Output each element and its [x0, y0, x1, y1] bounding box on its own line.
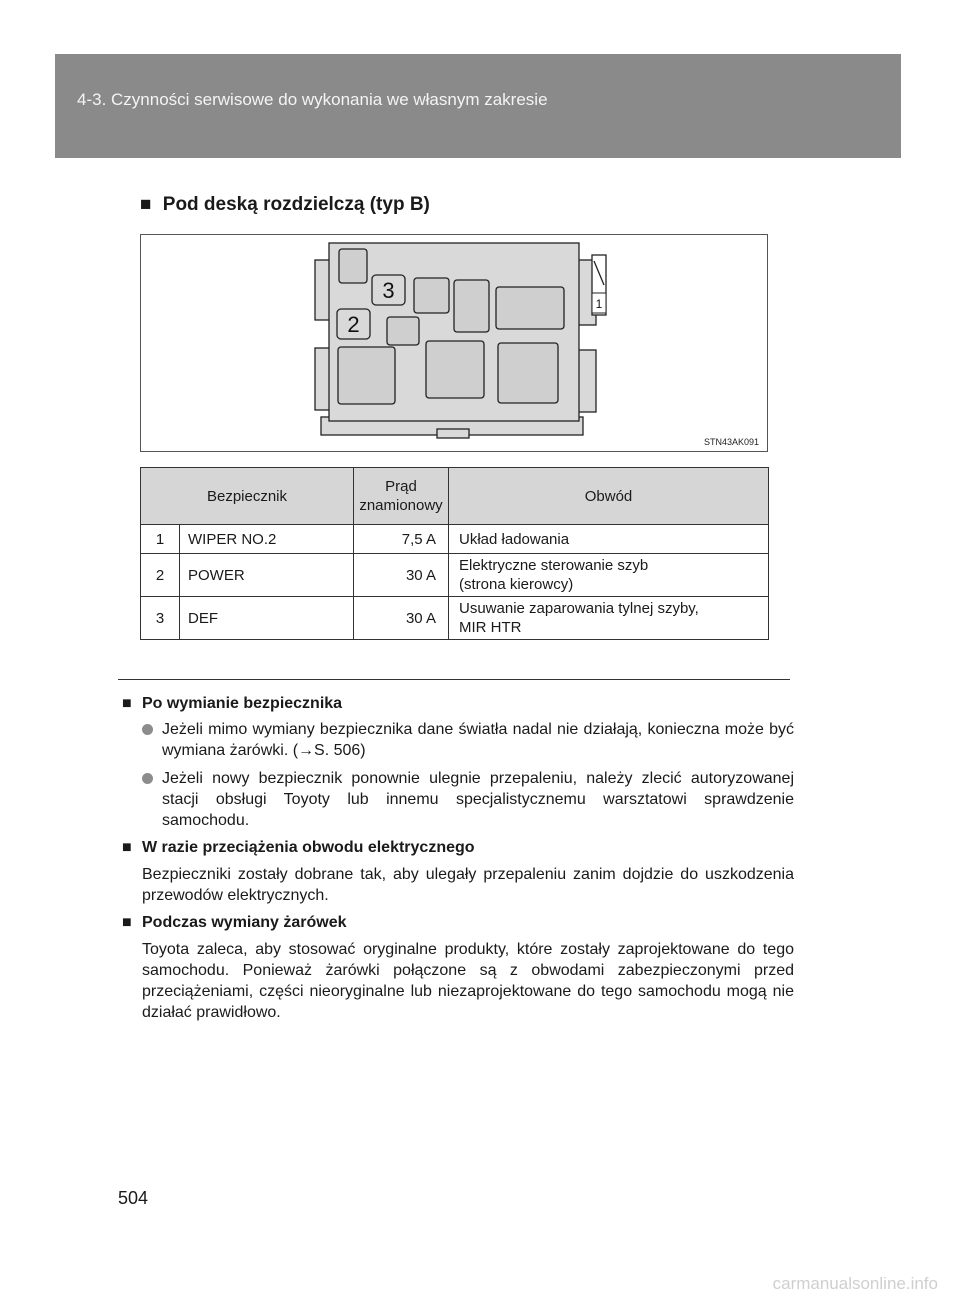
section-marker: ■	[140, 194, 152, 215]
relay	[454, 280, 489, 332]
note-heading-bulbs	[122, 912, 794, 933]
section-title	[140, 194, 430, 216]
fuse-name: WIPER NO.2	[180, 525, 354, 554]
fuse-name: DEF	[180, 597, 354, 640]
arrow-icon: →	[298, 742, 315, 759]
col-header-rating	[354, 468, 449, 525]
table-row	[141, 597, 769, 640]
col-header-rating-line2: znamionowy	[359, 497, 443, 514]
fuse-circuit-line2: (strona kierowcy)	[459, 576, 574, 593]
fuse-circuit	[449, 554, 769, 597]
note-marker: ■	[122, 914, 132, 931]
note-marker: ■	[122, 839, 132, 856]
header-bar	[55, 54, 901, 158]
fuse-box-diagram	[141, 235, 767, 451]
bullet-text: Jeżeli mimo wymiany bezpiecznika dane światła nadal nie działają, konieczna może być wymiana żarówki. (	[162, 721, 794, 759]
fuse-circuit	[449, 525, 769, 554]
svg-text:2: 2	[347, 312, 360, 337]
fuse-box-figure	[140, 234, 768, 452]
watermark: carmanualsonline.info	[772, 1274, 938, 1293]
svg-text:3: 3	[382, 278, 395, 303]
page-number: 504	[118, 1188, 149, 1208]
right-lower-tab	[578, 350, 596, 412]
relay	[338, 347, 395, 404]
bullet-text-end: )	[360, 742, 366, 759]
note-text: Bezpieczniki zostały dobrane tak, aby ulegały przepaleniu zanim dojdzie do uszkodzenia przewodów elektrycznych.	[142, 866, 794, 904]
fuse-rating: 30 A	[354, 597, 449, 640]
relay	[426, 341, 484, 398]
svg-text:1: 1	[595, 297, 603, 311]
fuse-circuit	[449, 597, 769, 640]
fuse-name: POWER	[180, 554, 354, 597]
fuse-slot	[414, 278, 449, 313]
note-text: Toyota zaleca, aby stosować oryginalne produkty, które zostały zaprojektowane do tego samochodu. Ponieważ żarówki połączone są z obwodami zabezpieczonymi przed przeciążeniami, części nieoryginalne lub niezaprojektowane do tego samochodu mogą nie działać prawidłowo.	[142, 941, 794, 1021]
fuse-table	[140, 467, 769, 640]
fuse-number: 3	[141, 597, 180, 640]
fuse-number: 2	[141, 554, 180, 597]
col-header-fuse: Bezpiecznik	[141, 468, 354, 525]
relay	[498, 343, 558, 403]
note-marker: ■	[122, 695, 132, 712]
table-row	[141, 554, 769, 597]
fuse-circuit-line2: MIR HTR	[459, 619, 522, 636]
table-row	[141, 525, 769, 554]
section-divider	[118, 679, 790, 680]
callout-2	[337, 309, 370, 339]
note-bullet	[122, 768, 794, 831]
fuse-rating: 30 A	[354, 554, 449, 597]
relay	[496, 287, 564, 329]
bullet-dot-icon	[142, 724, 153, 735]
header-title: 4-3. Czynności serwisowe do wykonania we własnym zakresie	[77, 90, 548, 109]
note-bullet	[122, 719, 794, 761]
callout-1	[592, 293, 606, 313]
base-clip	[437, 429, 469, 438]
section-title-text: Pod deską rozdzielczą (typ B)	[162, 194, 430, 215]
col-header-rating-line1: Prąd	[385, 478, 417, 495]
note-title: Po wymianie bezpiecznika	[142, 695, 343, 712]
fuse-slot	[339, 249, 367, 283]
note-title: Podczas wymiany żarówek	[142, 914, 347, 931]
page-reference: S. 506	[314, 742, 361, 759]
fuse-number: 1	[141, 525, 180, 554]
bullet-dot-icon	[142, 773, 153, 784]
fuse-circuit-line1: Usuwanie zaparowania tylnej szyby,	[459, 600, 699, 617]
table-header-row	[141, 468, 769, 525]
fuse-circuit-line1: Elektryczne sterowanie szyb	[459, 557, 649, 574]
figure-code: STN43AK091	[703, 437, 759, 447]
callout-3	[372, 275, 405, 305]
note-heading-overload	[122, 837, 794, 858]
notes	[122, 693, 794, 1023]
note-heading-after-replacing	[122, 693, 794, 714]
fuse-circuit-line1: Układ ładowania	[459, 530, 570, 548]
col-header-circuit: Obwód	[449, 468, 769, 525]
bullet-text: Jeżeli nowy bezpiecznik ponownie ulegnie przepaleniu, należy zlecić autoryzowanej stacji obsługi Toyoty lub innemu specjalistycznemu warsztatowi sprawdzenie samochodu.	[162, 770, 794, 829]
fuse-slot	[387, 317, 419, 345]
note-title: W razie przeciążenia obwodu elektrycznego	[142, 839, 475, 856]
fuse-rating: 7,5 A	[354, 525, 449, 554]
